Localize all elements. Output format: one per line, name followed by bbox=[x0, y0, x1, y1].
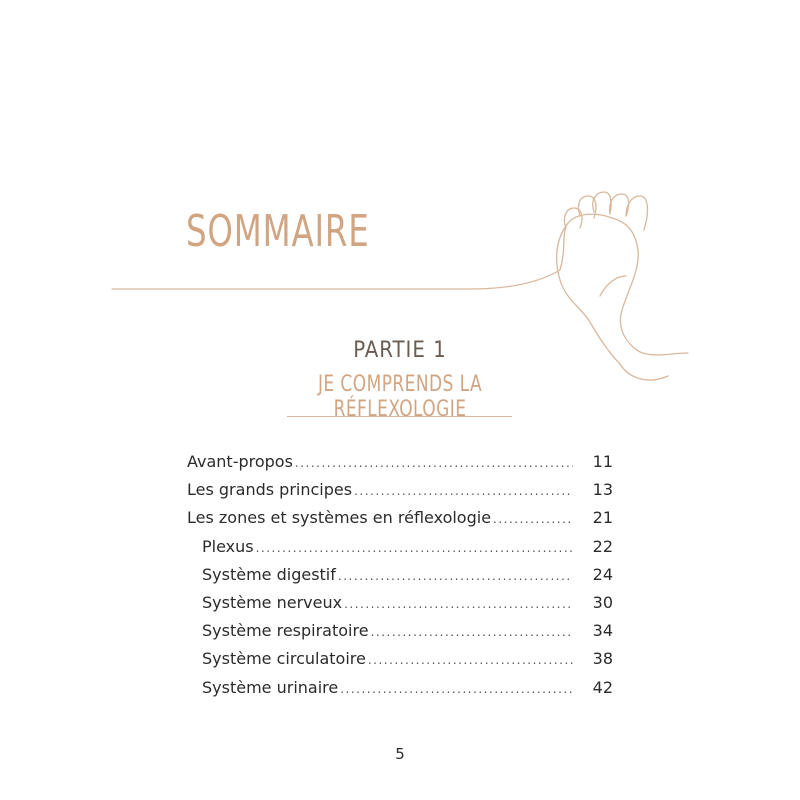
toc-leader-dots bbox=[493, 505, 573, 533]
toc-entry-label: Système respiratoire bbox=[202, 621, 369, 641]
toc-entry-label: Plexus bbox=[202, 536, 254, 556]
toc-row[interactable] bbox=[187, 448, 613, 476]
toc-leader-dots bbox=[344, 590, 573, 618]
toc-entry-label: Système digestif bbox=[202, 564, 336, 584]
toc-leader-dots bbox=[368, 646, 573, 674]
toc-leader-dots bbox=[295, 449, 573, 477]
toc-row[interactable] bbox=[187, 476, 613, 504]
toc-page-number: 42 bbox=[592, 677, 613, 697]
toc-entry-label: Les zones et systèmes en réflexologie bbox=[187, 508, 492, 528]
toc-page-number: 24 bbox=[592, 564, 613, 584]
toc-row[interactable] bbox=[187, 504, 613, 532]
toc-row[interactable] bbox=[187, 674, 613, 702]
toc-page-number: 34 bbox=[592, 621, 613, 641]
toc-row[interactable] bbox=[187, 589, 613, 617]
toc-page-number: 21 bbox=[592, 508, 613, 528]
toc-leader-dots bbox=[354, 477, 573, 505]
toc-leader-dots bbox=[256, 534, 573, 562]
toc-entry-label: Système circulatoire bbox=[202, 649, 366, 669]
toc-entry-label: Système nerveux bbox=[202, 592, 343, 612]
part-title: JE COMPRENDS LA RÉFLEXOLOGIE bbox=[317, 372, 483, 422]
toc-page-number: 38 bbox=[592, 649, 613, 669]
toc-page-number: 30 bbox=[592, 592, 613, 612]
toc-row[interactable] bbox=[187, 561, 613, 589]
toc-entry-label: Système urinaire bbox=[202, 677, 339, 697]
toc-leader-dots bbox=[338, 562, 573, 590]
toc-row[interactable] bbox=[187, 645, 613, 673]
page-number: 5 bbox=[395, 745, 405, 763]
part-number: PARTIE 1 bbox=[353, 338, 447, 363]
page-title: SOMMAIRE bbox=[186, 206, 370, 257]
part-divider bbox=[287, 416, 512, 417]
toc-page-number: 11 bbox=[592, 452, 613, 471]
toc-row[interactable] bbox=[187, 533, 613, 561]
toc-entry-label: Les grands principes bbox=[187, 480, 353, 500]
toc-entry-label: Avant-propos bbox=[187, 452, 293, 471]
toc-leader-dots bbox=[371, 618, 573, 646]
toc-row[interactable] bbox=[187, 617, 613, 645]
toc-leader-dots bbox=[340, 675, 573, 703]
toc-page-number: 22 bbox=[592, 536, 613, 556]
table-of-contents bbox=[187, 448, 613, 702]
toc-page-number: 13 bbox=[592, 480, 613, 500]
